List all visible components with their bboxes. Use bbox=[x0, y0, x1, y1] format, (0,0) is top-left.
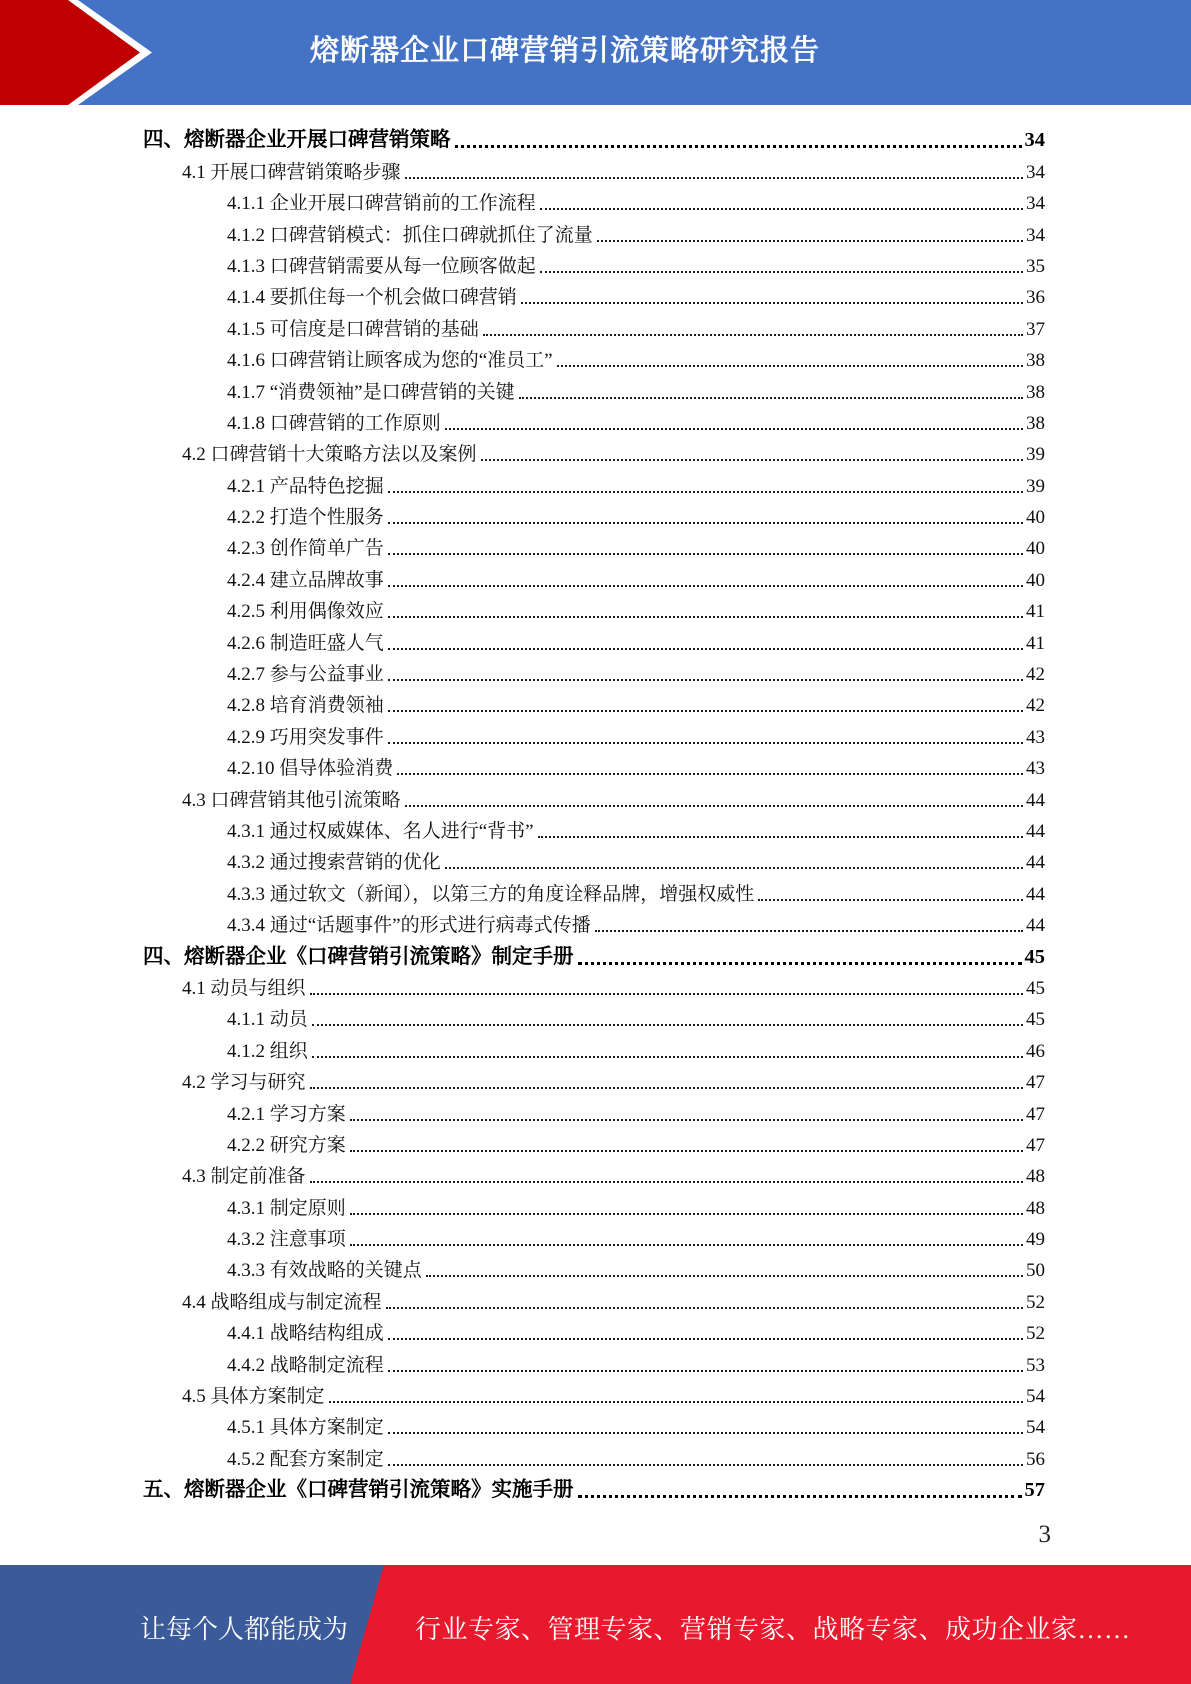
toc-entry-label: 4.1.4 要抓住每一个机会做口碑营销 bbox=[227, 287, 517, 309]
toc-entry[interactable] bbox=[143, 1031, 1045, 1062]
toc-entry[interactable] bbox=[143, 1063, 1045, 1094]
toc-entry-label: 4.1.2 口碑营销模式：抓住口碑就抓住了流量 bbox=[227, 224, 593, 246]
toc-entry-page: 49 bbox=[1026, 1229, 1045, 1251]
toc-entry[interactable] bbox=[143, 1000, 1045, 1031]
page-title: 熔断器企业口碑营销引流策略研究报告 bbox=[309, 35, 820, 67]
toc-entry[interactable] bbox=[143, 1408, 1045, 1439]
toc-entry[interactable] bbox=[143, 843, 1045, 874]
toc-entry-label: 4.2.7 参与公益事业 bbox=[227, 664, 384, 686]
toc-entry[interactable] bbox=[143, 780, 1045, 811]
toc-entry-page: 44 bbox=[1026, 820, 1045, 842]
toc-entry-page: 54 bbox=[1026, 1386, 1045, 1408]
toc-entry-label: 4.2.4 建立品牌故事 bbox=[227, 569, 384, 591]
toc-entry-label: 4.1.3 口碑营销需要从每一位顾客做起 bbox=[227, 255, 536, 277]
toc-entry-page: 53 bbox=[1026, 1354, 1045, 1376]
toc-entry[interactable] bbox=[143, 309, 1045, 340]
toc-entry-label: 4.3.3 有效战略的关键点 bbox=[227, 1260, 422, 1282]
toc-entry[interactable] bbox=[143, 435, 1045, 466]
toc-entry-label: 4.1 动员与组织 bbox=[182, 977, 306, 999]
toc-entry-page: 34 bbox=[1026, 224, 1045, 246]
toc-entry-page: 56 bbox=[1026, 1448, 1045, 1470]
toc-entry[interactable] bbox=[143, 1157, 1045, 1188]
toc-entry[interactable] bbox=[143, 1251, 1045, 1282]
toc-entry-page: 39 bbox=[1026, 444, 1045, 466]
toc-entry-label: 4.3.1 制定原则 bbox=[227, 1197, 346, 1219]
toc-dot-leader bbox=[595, 930, 1023, 932]
toc-entry-page: 34 bbox=[1026, 161, 1045, 183]
toc-entry[interactable] bbox=[143, 623, 1045, 654]
toc-entry[interactable] bbox=[143, 466, 1045, 497]
toc-entry-label: 4.3 口碑营销其他引流策略 bbox=[182, 789, 401, 811]
toc-entry-label: 4.2.5 利用偶像效应 bbox=[227, 601, 384, 623]
toc-entry[interactable] bbox=[143, 655, 1045, 686]
toc-entry[interactable] bbox=[143, 686, 1045, 717]
table-of-contents bbox=[143, 121, 1045, 1502]
toc-dot-leader bbox=[540, 271, 1023, 273]
toc-entry[interactable] bbox=[143, 1471, 1045, 1502]
toc-entry-label: 4.3.4 通过“话题事件”的形式进行病毒式传播 bbox=[227, 915, 591, 937]
toc-entry[interactable] bbox=[143, 372, 1045, 403]
toc-entry[interactable] bbox=[143, 906, 1045, 937]
toc-entry-label: 4.2.9 巧用突发事件 bbox=[227, 726, 384, 748]
toc-entry-label: 4.5 具体方案制定 bbox=[182, 1386, 325, 1408]
toc-entry[interactable] bbox=[143, 812, 1045, 843]
toc-dot-leader bbox=[397, 773, 1023, 775]
toc-entry[interactable] bbox=[143, 1314, 1045, 1345]
toc-dot-leader bbox=[388, 1338, 1023, 1340]
toc-entry[interactable] bbox=[143, 278, 1045, 309]
toc-entry-page: 38 bbox=[1026, 381, 1045, 403]
toc-entry-label: 4.3.1 通过权威媒体、名人进行“背书” bbox=[227, 820, 534, 842]
toc-entry[interactable] bbox=[143, 341, 1045, 372]
toc-dot-leader bbox=[445, 428, 1023, 430]
toc-dot-leader bbox=[405, 177, 1023, 179]
toc-entry-label: 4.2.10 倡导体验消费 bbox=[227, 758, 394, 780]
toc-dot-leader bbox=[578, 962, 1022, 965]
toc-entry-page: 54 bbox=[1026, 1417, 1045, 1439]
toc-dot-leader bbox=[388, 553, 1023, 555]
toc-entry-label: 4.2 学习与研究 bbox=[182, 1072, 306, 1094]
toc-dot-leader bbox=[388, 1370, 1023, 1372]
toc-entry[interactable] bbox=[143, 1345, 1045, 1376]
toc-dot-leader bbox=[312, 1056, 1023, 1058]
toc-entry-label: 4.1.1 动员 bbox=[227, 1009, 308, 1031]
toc-entry-label: 4.3.2 通过搜索营销的优化 bbox=[227, 852, 441, 874]
toc-entry-page: 48 bbox=[1026, 1197, 1045, 1219]
page-number: 3 bbox=[1038, 1521, 1051, 1548]
toc-dot-leader bbox=[521, 302, 1023, 304]
toc-entry[interactable] bbox=[143, 1188, 1045, 1219]
toc-entry-label: 4.1.8 口碑营销的工作原则 bbox=[227, 412, 441, 434]
toc-dot-leader bbox=[350, 1119, 1023, 1121]
toc-entry-label: 四、熔断器企业开展口碑营销策略 bbox=[143, 129, 451, 152]
toc-entry-label: 4.1.6 口碑营销让顾客成为您的“准员工” bbox=[227, 350, 553, 372]
toc-entry-label: 4.2.1 产品特色挖掘 bbox=[227, 475, 384, 497]
toc-entry-page: 42 bbox=[1026, 664, 1045, 686]
toc-entry[interactable] bbox=[143, 1377, 1045, 1408]
toc-dot-leader bbox=[758, 899, 1023, 901]
toc-dot-leader bbox=[388, 522, 1023, 524]
footer-slogan-right: 行业专家、管理专家、营销专家、战略专家、成功企业家…… bbox=[415, 1615, 1131, 1644]
toc-entry-page: 48 bbox=[1026, 1166, 1045, 1188]
toc-dot-leader bbox=[310, 993, 1023, 995]
toc-dot-leader bbox=[388, 1432, 1023, 1434]
toc-entry[interactable] bbox=[143, 1126, 1045, 1157]
toc-entry[interactable] bbox=[143, 529, 1045, 560]
toc-entry-page: 43 bbox=[1026, 758, 1045, 780]
toc-entry-label: 4.2.2 打造个性服务 bbox=[227, 507, 384, 529]
toc-dot-leader bbox=[405, 805, 1023, 807]
toc-dot-leader bbox=[388, 742, 1023, 744]
toc-entry-label: 4.1.1 企业开展口碑营销前的工作流程 bbox=[227, 193, 536, 215]
toc-entry[interactable] bbox=[143, 592, 1045, 623]
toc-dot-leader bbox=[426, 1275, 1023, 1277]
toc-entry[interactable] bbox=[143, 969, 1045, 1000]
toc-entry-page: 42 bbox=[1026, 695, 1045, 717]
toc-entry[interactable] bbox=[143, 215, 1045, 246]
toc-entry-page: 41 bbox=[1026, 601, 1045, 623]
toc-dot-leader bbox=[519, 397, 1023, 399]
toc-entry[interactable] bbox=[143, 404, 1045, 435]
toc-entry-label: 4.2.2 研究方案 bbox=[227, 1134, 346, 1156]
page-header bbox=[0, 0, 1191, 105]
toc-entry[interactable] bbox=[143, 1282, 1045, 1313]
toc-entry-page: 44 bbox=[1026, 883, 1045, 905]
toc-dot-leader bbox=[445, 867, 1023, 869]
toc-entry-label: 4.3 制定前准备 bbox=[182, 1166, 306, 1188]
toc-entry-label: 4.4 战略组成与制定流程 bbox=[182, 1291, 382, 1313]
toc-entry-page: 40 bbox=[1026, 569, 1045, 591]
toc-entry-page: 34 bbox=[1024, 129, 1045, 152]
toc-entry-label: 五、熔断器企业《口碑营销引流策略》实施手册 bbox=[143, 1479, 574, 1502]
toc-dot-leader bbox=[350, 1213, 1023, 1215]
toc-entry[interactable] bbox=[143, 498, 1045, 529]
toc-dot-leader bbox=[538, 836, 1023, 838]
toc-entry[interactable] bbox=[143, 121, 1045, 152]
toc-entry-label: 4.5.1 具体方案制定 bbox=[227, 1417, 384, 1439]
toc-entry-page: 46 bbox=[1026, 1040, 1045, 1062]
toc-entry-page: 44 bbox=[1026, 852, 1045, 874]
toc-dot-leader bbox=[597, 240, 1023, 242]
footer-slogan-left: 让每个人都能成为 bbox=[140, 1615, 349, 1644]
toc-entry-page: 38 bbox=[1026, 412, 1045, 434]
toc-entry-page: 47 bbox=[1026, 1072, 1045, 1094]
toc-entry-page: 44 bbox=[1026, 789, 1045, 811]
toc-entry-page: 52 bbox=[1026, 1323, 1045, 1345]
toc-entry[interactable] bbox=[143, 184, 1045, 215]
toc-entry-label: 4.3.3 通过软文（新闻），以第三方的角度诠释品牌，增强权威性 bbox=[227, 883, 755, 905]
toc-entry-label: 4.3.2 注意事项 bbox=[227, 1229, 346, 1251]
toc-dot-leader bbox=[388, 616, 1023, 618]
toc-dot-leader bbox=[388, 1464, 1023, 1466]
toc-entry-label: 4.4.1 战略结构组成 bbox=[227, 1323, 384, 1345]
toc-dot-leader bbox=[310, 1087, 1023, 1089]
toc-entry[interactable] bbox=[143, 937, 1045, 968]
toc-entry-label: 4.1.2 组织 bbox=[227, 1040, 308, 1062]
toc-entry-label: 4.1.5 可信度是口碑营销的基础 bbox=[227, 318, 479, 340]
toc-dot-leader bbox=[350, 1244, 1023, 1246]
toc-entry-page: 34 bbox=[1026, 193, 1045, 215]
toc-entry-page: 47 bbox=[1026, 1103, 1045, 1125]
toc-entry[interactable] bbox=[143, 749, 1045, 780]
toc-entry-label: 4.4.2 战略制定流程 bbox=[227, 1354, 384, 1376]
toc-dot-leader bbox=[481, 459, 1023, 461]
toc-dot-leader bbox=[312, 1024, 1023, 1026]
toc-dot-leader bbox=[310, 1181, 1023, 1183]
toc-entry-page: 47 bbox=[1026, 1134, 1045, 1156]
toc-entry-label: 四、熔断器企业《口碑营销引流策略》制定手册 bbox=[143, 945, 574, 968]
toc-entry-label: 4.2.8 培育消费领袖 bbox=[227, 695, 384, 717]
toc-entry-label: 4.1.7 “消费领袖”是口碑营销的关键 bbox=[227, 381, 515, 403]
toc-entry-page: 41 bbox=[1026, 632, 1045, 654]
page-footer bbox=[0, 1565, 1191, 1684]
toc-dot-leader bbox=[388, 648, 1023, 650]
toc-entry-label: 4.2 口碑营销十大策略方法以及案例 bbox=[182, 444, 477, 466]
toc-dot-leader bbox=[540, 208, 1023, 210]
toc-dot-leader bbox=[557, 365, 1023, 367]
toc-entry-page: 45 bbox=[1026, 1009, 1045, 1031]
toc-dot-leader bbox=[455, 145, 1022, 148]
toc-entry-page: 45 bbox=[1026, 977, 1045, 999]
toc-dot-leader bbox=[388, 491, 1023, 493]
toc-entry-page: 52 bbox=[1026, 1291, 1045, 1313]
toc-entry[interactable] bbox=[143, 1094, 1045, 1125]
toc-entry-page: 43 bbox=[1026, 726, 1045, 748]
toc-dot-leader bbox=[329, 1401, 1023, 1403]
toc-dot-leader bbox=[388, 679, 1023, 681]
toc-entry-label: 4.1 开展口碑营销策略步骤 bbox=[182, 161, 401, 183]
toc-entry-page: 50 bbox=[1026, 1260, 1045, 1282]
toc-entry-page: 45 bbox=[1024, 945, 1045, 968]
toc-entry-page: 57 bbox=[1024, 1479, 1045, 1502]
toc-entry[interactable] bbox=[143, 717, 1045, 748]
toc-entry-page: 40 bbox=[1026, 538, 1045, 560]
toc-entry[interactable] bbox=[143, 247, 1045, 278]
toc-dot-leader bbox=[388, 710, 1023, 712]
toc-dot-leader bbox=[578, 1495, 1022, 1498]
toc-dot-leader bbox=[386, 1307, 1023, 1309]
toc-dot-leader bbox=[350, 1150, 1023, 1152]
toc-entry-label: 4.5.2 配套方案制定 bbox=[227, 1448, 384, 1470]
toc-entry[interactable] bbox=[143, 1220, 1045, 1251]
toc-entry[interactable] bbox=[143, 1439, 1045, 1470]
toc-dot-leader bbox=[483, 334, 1023, 336]
toc-entry-page: 36 bbox=[1026, 287, 1045, 309]
toc-entry-page: 44 bbox=[1026, 915, 1045, 937]
toc-entry[interactable] bbox=[143, 560, 1045, 591]
toc-entry-label: 4.2.6 制造旺盛人气 bbox=[227, 632, 384, 654]
toc-entry-page: 40 bbox=[1026, 507, 1045, 529]
toc-entry-label: 4.2.1 学习方案 bbox=[227, 1103, 346, 1125]
toc-entry-page: 37 bbox=[1026, 318, 1045, 340]
toc-entry-page: 39 bbox=[1026, 475, 1045, 497]
toc-entry[interactable] bbox=[143, 152, 1045, 183]
toc-entry[interactable] bbox=[143, 874, 1045, 905]
toc-entry-page: 35 bbox=[1026, 255, 1045, 277]
toc-dot-leader bbox=[388, 585, 1023, 587]
toc-entry-label: 4.2.3 创作简单广告 bbox=[227, 538, 384, 560]
toc-entry-page: 38 bbox=[1026, 350, 1045, 372]
